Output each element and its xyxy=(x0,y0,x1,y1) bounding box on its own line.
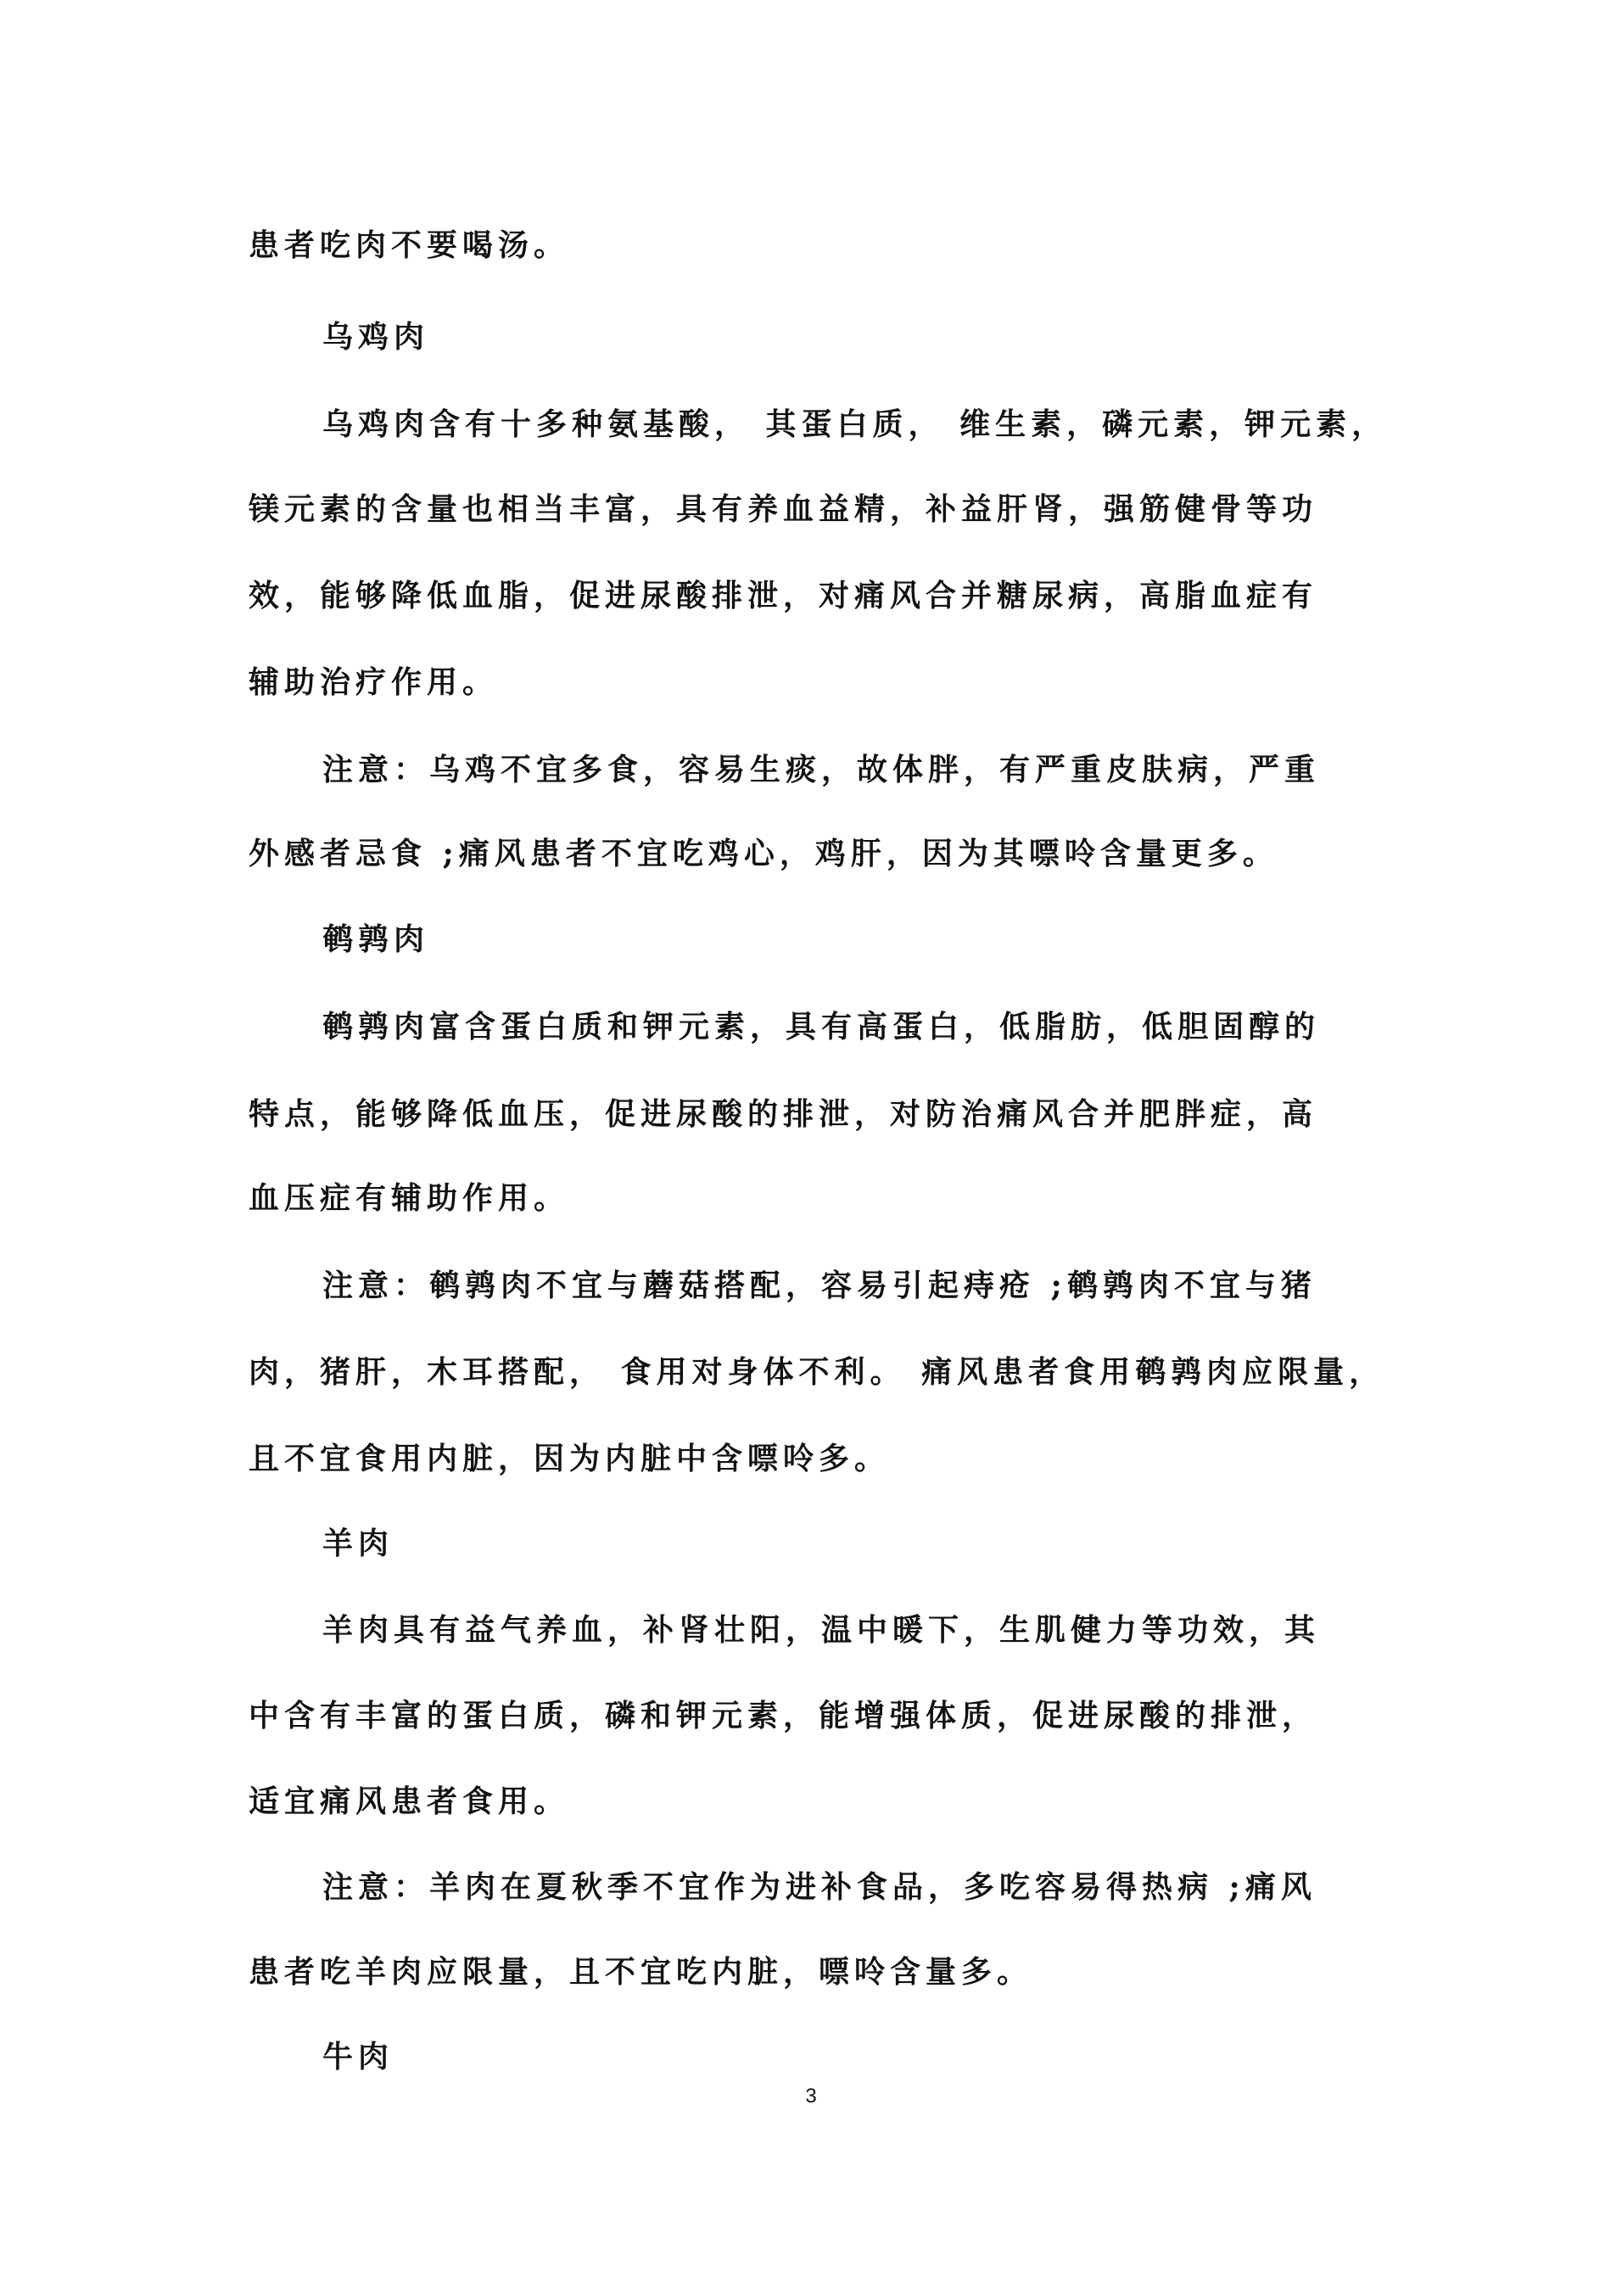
paragraph-line: 特点，能够降低血压，促进尿酸的排泄，对防治痛风合并肥胖症，高 xyxy=(249,1096,1318,1132)
paragraph-line: 鹌鹑肉富含蛋白质和钾元素，具有高蛋白，低脂肪，低胆固醇的 xyxy=(322,1009,1321,1044)
paragraph-line: 羊肉具有益气养血，补肾壮阳，温中暖下，生肌健力等功效，其 xyxy=(322,1612,1321,1648)
note-line: 注意：乌鸡不宜多食，容易生痰，故体胖，有严重皮肤病，严重 xyxy=(322,752,1321,787)
paragraph-line: 乌鸡肉含有十多种氨基酸， 其蛋白质， 维生素，磷元素，钾元素， xyxy=(322,406,1388,442)
section-heading-beef: 牛肉 xyxy=(322,2039,394,2075)
note-line: 注意：鹌鹑肉不宜与蘑菇搭配，容易引起痔疮 ;鹌鹑肉不宜与猪 xyxy=(322,1268,1317,1303)
paragraph-line: 辅助治疗作用。 xyxy=(249,664,499,700)
note-line: 外感者忌食 ;痛风患者不宜吃鸡心，鸡肝，因为其嘌呤含量更多。 xyxy=(249,836,1278,871)
paragraph-line: 中含有丰富的蛋白质，磷和钾元素，能增强体质，促进尿酸的排泄， xyxy=(249,1698,1318,1733)
paragraph-line: 患者吃肉不要喝汤。 xyxy=(249,227,570,263)
note-line: 肉，猪肝，木耳搭配， 食用对身体不利。 痛风患者食用鹌鹑肉应限量， xyxy=(249,1354,1385,1390)
paragraph-line: 血压症有辅助作用。 xyxy=(249,1180,570,1216)
paragraph-line: 镁元素的含量也相当丰富，具有养血益精，补益肝肾，强筋健骨等功 xyxy=(249,491,1318,527)
paragraph-line: 适宜痛风患者食用。 xyxy=(249,1784,570,1819)
section-heading-black-chicken: 乌鸡肉 xyxy=(322,319,430,355)
page-number: 3 xyxy=(805,2085,817,2108)
note-line: 注意：羊肉在夏秋季不宜作为进补食品，多吃容易得热病 ;痛风 xyxy=(322,1869,1317,1905)
note-line: 且不宜食用内脏，因为内脏中含嘌呤多。 xyxy=(249,1441,891,1476)
section-heading-mutton: 羊肉 xyxy=(322,1526,394,1561)
section-heading-quail: 鹌鹑肉 xyxy=(322,921,430,957)
note-line: 患者吃羊肉应限量，且不宜吃内脏，嘌呤含量多。 xyxy=(249,1954,1033,1990)
paragraph-line: 效，能够降低血脂，促进尿酸排泄，对痛风合并糖尿病，高脂血症有 xyxy=(249,578,1318,613)
